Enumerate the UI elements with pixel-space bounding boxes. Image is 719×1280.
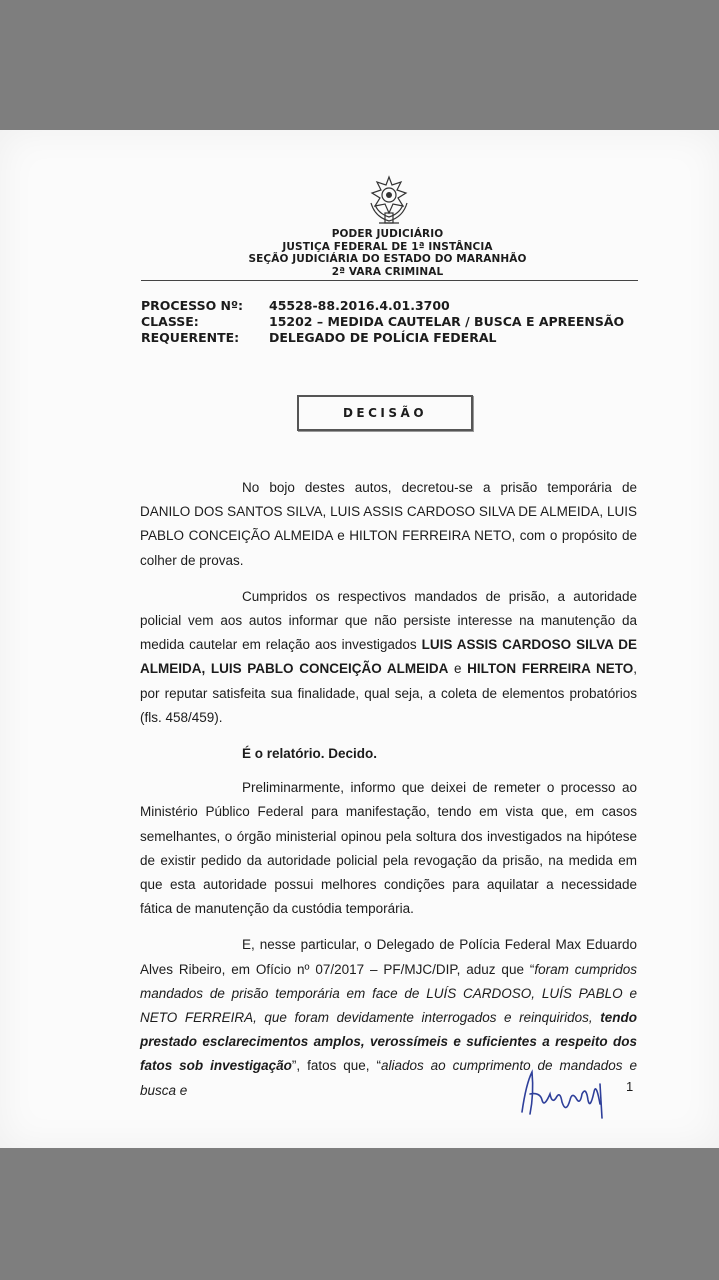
header-divider [141, 280, 638, 281]
paragraph-4-middle: ”, fatos que, “ [291, 1058, 381, 1074]
coat-of-arms-icon [361, 173, 417, 229]
paragraph-4-text: E, nesse particular, o Delegado de Polícia Federal Max Eduardo Alves Ribeiro, em Ofício nº 07/2017 – PF/MJC/DIP, aduz que “ [140, 937, 637, 977]
investigated-name: HILTON FERREIRA NETO [467, 661, 634, 677]
meta-value: DELEGADO DE POLÍCIA FEDERAL [269, 330, 497, 345]
header-line-1: PODER JUDICIÁRIO [331, 228, 444, 240]
header-line-4: 2ª VARA CRIMINAL [331, 265, 444, 278]
paragraph-3: Preliminarmente, informo que deixei de remeter o processo ao Ministério Público Federal para manifestação, tendo em vista que, em casos semelhantes, o órgão ministerial opinou pela soltura dos investigados na hipótese de existir pedido da autoridade policial pela revogação da prisão, na medida em que esta autoridade possui melhores condições para aquilatar a necessidade fática de manutenção da custódia temporária. [140, 780, 637, 917]
case-metadata [141, 298, 661, 346]
conjunction: e [448, 661, 468, 677]
meta-row-classe [141, 314, 661, 330]
meta-row-processo [141, 298, 661, 314]
meta-key: PROCESSO Nº: [141, 298, 244, 313]
top-background [0, 0, 719, 130]
report-heading: É o relatório. Decido. [242, 746, 378, 762]
meta-key: CLASSE: [141, 314, 199, 329]
investigated-names: LUIS ASSIS CARDOSO SILVA DE ALMEIDA, LUIS PABLO CONCEIÇÃO ALMEIDA [140, 637, 637, 677]
meta-key: REQUERENTE: [141, 330, 240, 345]
document-body [140, 476, 637, 1115]
paragraph-1: No bojo destes autos, decretou-se a prisão temporária de DANILO DOS SANTOS SILVA, LUIS ASSIS CARDOSO SILVA DE ALMEIDA, LUIS PABLO CONCEIÇÃO ALMEIDA e HILTON FERREIRA NETO, com o propósito de colher de provas. [140, 480, 637, 568]
header-line-3: SEÇÃO JUDICIÁRIA DO ESTADO DO MARANHÃO [248, 253, 527, 265]
meta-value: 45528-88.2016.4.01.3700 [269, 298, 450, 313]
page-number: 1 [626, 1079, 634, 1094]
quote-italic: foram cumpridos mandados de prisão temporária em face de LUÍS CARDOSO, LUÍS PABLO e NETO FERREIRA, que foram devidamente interrogados e reinquiridos, [140, 961, 637, 1026]
document-page [0, 130, 719, 1148]
paragraph-2-text: Cumpridos os respectivos mandados de prisão, a autoridade policial vem aos autos informar que não persiste interesse na manutenção da medida cautelar em relação aos investigados [140, 588, 637, 653]
paragraph-2-tail: , por reputar satisfeita sua finalidade, qual seja, a coleta de elementos probatórios (fls. 458/459). [140, 661, 637, 725]
court-header [0, 228, 719, 278]
document-title: DECISÃO [297, 395, 473, 431]
quote-bold-italic: tendo prestado esclarecimentos amplos, verossímeis e suficientes a respeito dos fatos sob investigação [140, 1010, 637, 1074]
header-line-2: JUSTIÇA FEDERAL DE 1ª INSTÂNCIA [282, 240, 493, 253]
signature-icon [516, 1064, 612, 1120]
quote-italic-tail: aliados ao cumprimento de mandados e busca e [140, 1058, 637, 1098]
paragraph-2 [140, 585, 637, 730]
meta-value: 15202 – MEDIDA CAUTELAR / BUSCA E APREENSÃO [269, 314, 625, 329]
bottom-background [0, 1148, 719, 1280]
meta-row-requerente [141, 330, 661, 346]
